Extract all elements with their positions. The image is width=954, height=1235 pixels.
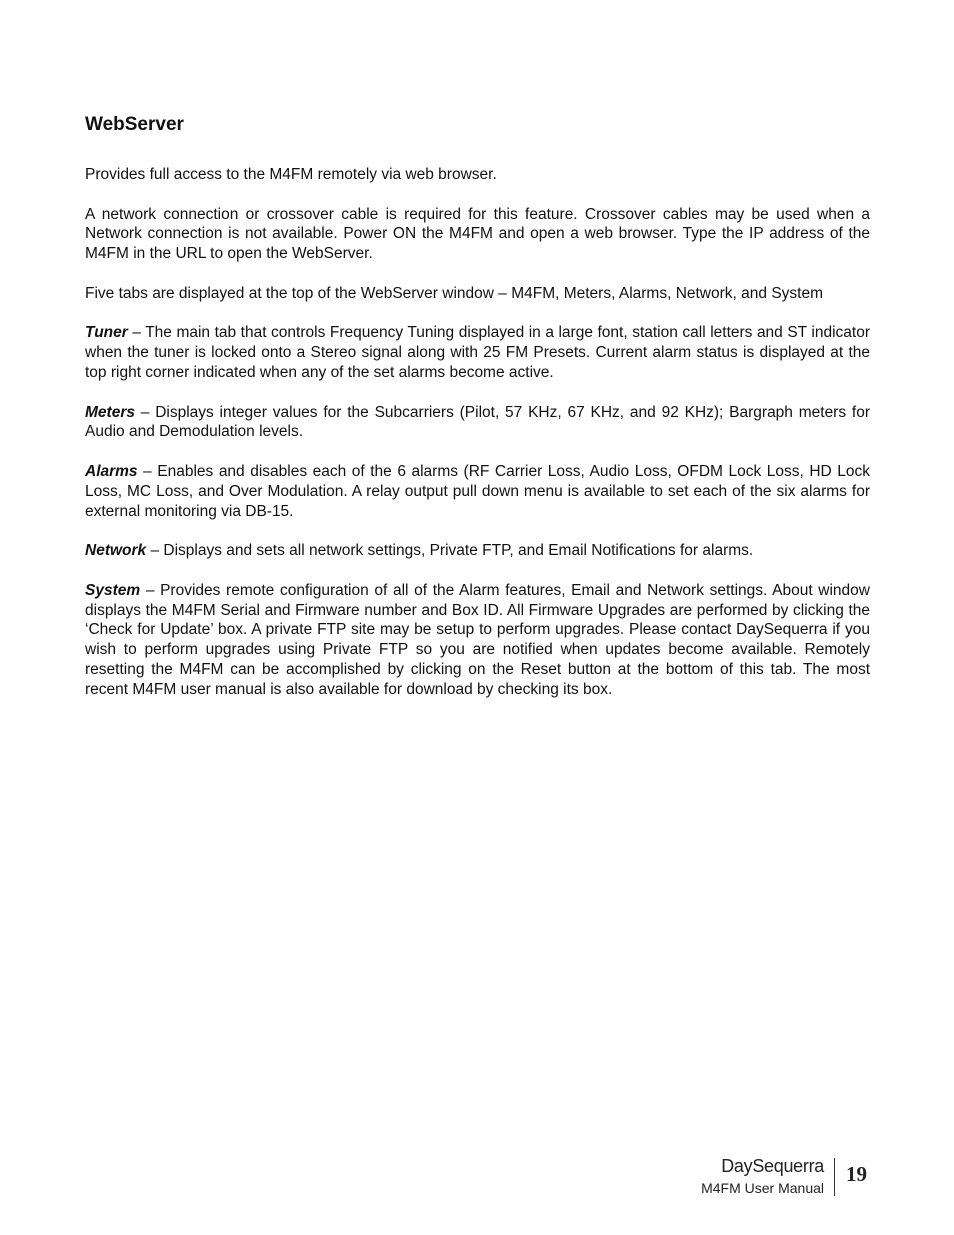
tuner-term: Tuner xyxy=(85,324,128,342)
intro-paragraph: Provides full access to the M4FM remotely via web browser. xyxy=(85,166,497,183)
alarms-description: – Enables and disables each of the 6 alarms (RF Carrier Loss, Audio Loss, OFDM Lock Loss, HD Lock Loss, MC Loss, and Over Modulation. A relay output pull down menu is available to set each of the six alarms for external monitoring via DB-15. xyxy=(85,462,870,520)
page-footer xyxy=(701,1153,824,1197)
system-term: System xyxy=(85,581,141,599)
network-requirement-paragraph: A network connection or crossover cable is required for this feature. Crossover cables may be used when a Network connection is not available. Power ON the M4FM and open a web browser. Type the IP address of the M4FM in the URL to open the WebServer. xyxy=(85,205,870,263)
network-term: Network xyxy=(85,542,147,560)
meters-paragraph xyxy=(85,403,870,443)
manual-title: M4FM User Manual xyxy=(701,1180,824,1196)
tabs-overview-paragraph: Five tabs are displayed at the top of the WebServer window – M4FM, Meters, Alarms, Network, and System xyxy=(85,284,823,302)
page-number: 19 xyxy=(846,1162,867,1186)
alarms-paragraph xyxy=(85,462,870,521)
brand-logo: DaySequerra xyxy=(721,1156,824,1176)
network-paragraph xyxy=(85,541,870,561)
page-content xyxy=(85,112,870,719)
alarms-term: Alarms xyxy=(85,462,138,480)
tuner-description: – The main tab that controls Frequency Tuning displayed in a large font, station call letters and ST indicator when the tuner is locked onto a Stereo signal along with 25 FM Presets. Current alarm status is displayed at the top right corner indicated when any of the set alarms become active. xyxy=(85,324,870,381)
section-heading: WebServer xyxy=(85,114,184,135)
meters-term: Meters xyxy=(85,403,135,421)
system-description: – Provides remote configuration of all of the Alarm features, Email and Network settings. About window displays the M4FM Serial and Firmware number and Box ID. All Firmware Upgrades are performed by clicking the ‘Check for Update’ box. A private FTP site may be setup to perform upgrades. Please contact DaySequerra if you wish to perform upgrades using Private FTP so you are notified when updates become available. Remotely resetting the M4FM can be accomplished by clicking on the Reset button at the bottom of this tab. The most recent M4FM user manual is also available for download by checking its box. xyxy=(85,581,870,698)
meters-description: – Displays integer values for the Subcarriers (Pilot, 57 KHz, 67 KHz, and 92 KHz); Bargraph meters for Audio and Demodulation levels. xyxy=(85,403,870,441)
system-paragraph xyxy=(85,581,870,700)
network-description: – Displays and sets all network settings, Private FTP, and Email Notifications for alarms. xyxy=(146,542,754,560)
footer-divider xyxy=(834,1158,835,1196)
tuner-paragraph xyxy=(85,323,870,382)
